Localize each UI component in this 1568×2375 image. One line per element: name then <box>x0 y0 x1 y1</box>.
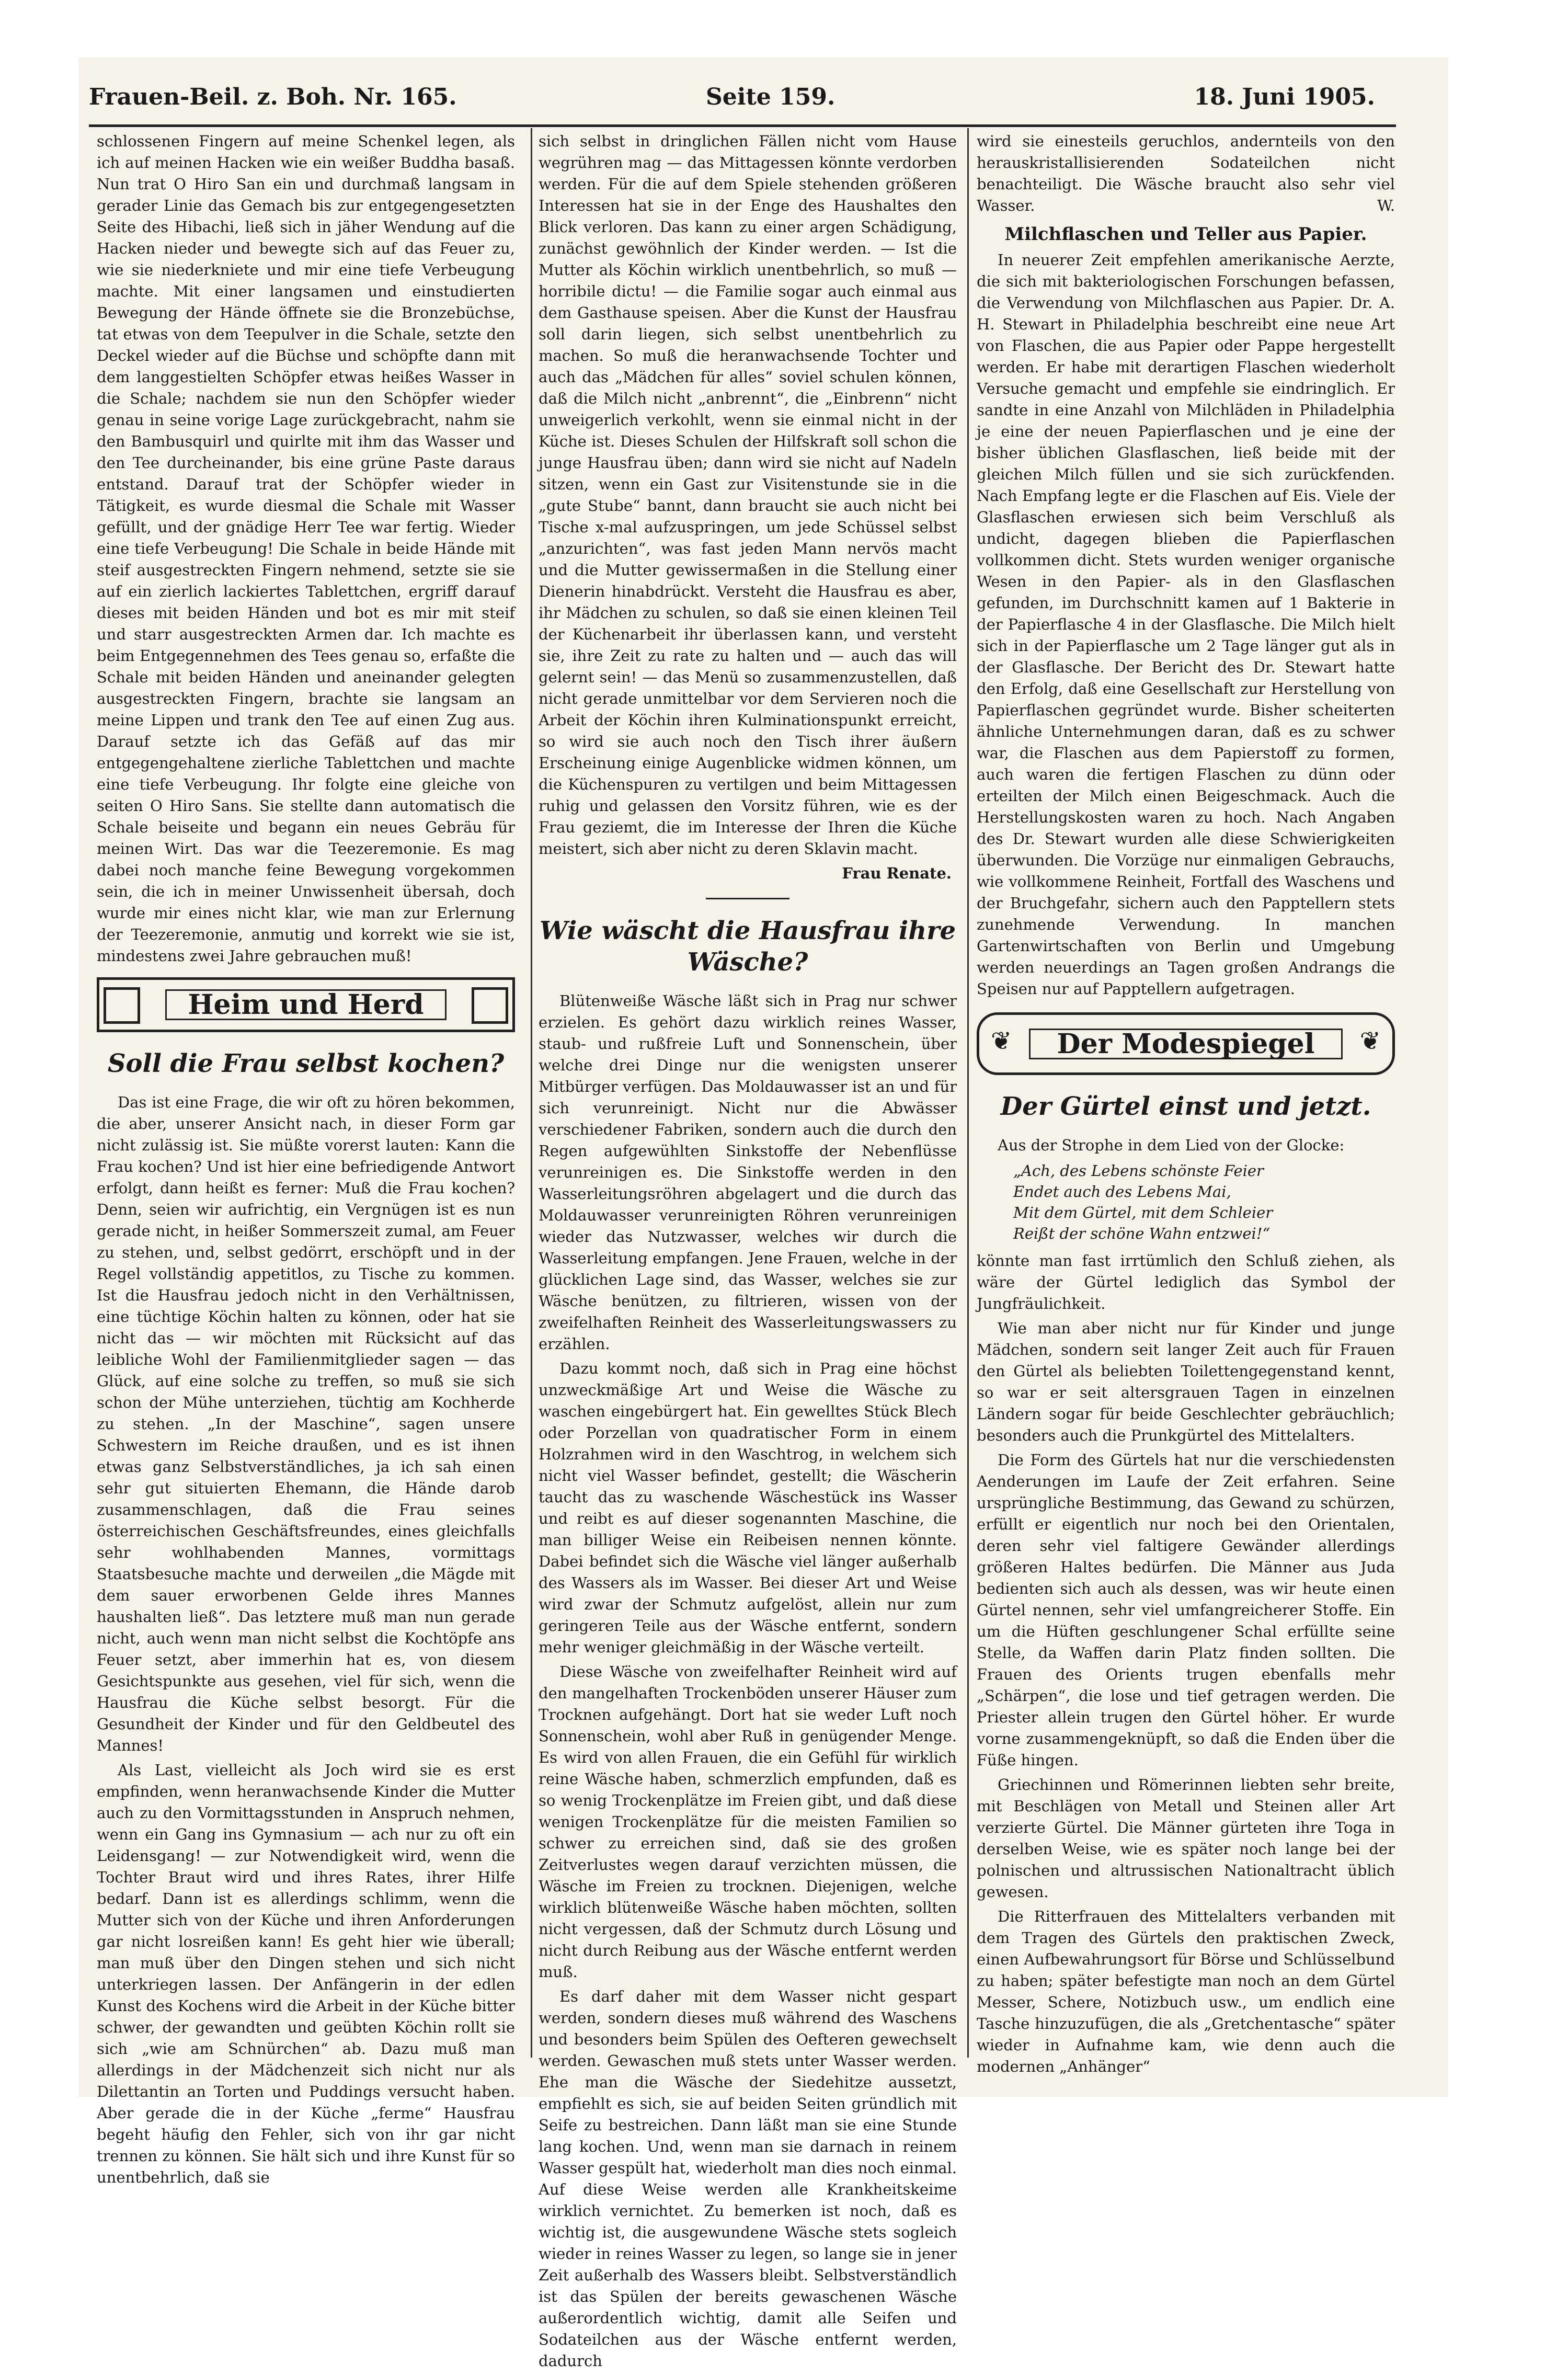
article-paragraph: Das ist eine Frage, die wir oft zu hören bekommen, die aber, unserer Ansicht nach, in dieser Form gar nicht zulässig ist. Sie müßte vorerst lauten: Kann die Frau kochen? Und ist hier eine befriedigende Antwort erfolgt, dann heißt es ferner: Muß die Frau kochen? Denn, seien wir aufrichtig, ein Vergnügen ist es nun gerade nicht, in heißer Sommerszeit zumal, am Feuer zu stehen, und, selbst gedörrt, erschöpft und in der Regel vollständig appetitlos, zu Tische zu kommen. Ist die Hausfrau jedoch nicht in den Verhältnissen, eine tüchtige Köchin halten zu können, oder hat sie nicht das — wir möchten mit Rücksicht auf das leibliche Wohl der Familienmitglieder sagen — das Glück, auf eine solche zu treffen, so muß sie sich schon der Mühe unterziehen, tüchtig am Kochherde zu stehen. „In der Maschine“, sagen unsere Schwestern im Reiche draußen, und es ist ihnen etwas ganz Selbstverständliches, ja ich sah einen sehr gut situierten Ehemann, die Hände darob zusammenschlagen, daß die Frau seines österreichischen Geschäftsfreundes, eines gleichfalls sehr wohlhabenden Mannes, vormittags Staatsbesuche machte und derweilen „die Mägde mit dem sauer erworbenen Gelde ihres Mannes haushalten ließ“. Das letztere muß man nun gerade nicht, auch wenn man nicht selbst die Kochtöpfe ans Feuer setzt, aber immerhin hat es, von diesem Gesichtspunkte aus gesehen, viel für sich, wenn die Hausfrau die Küche selbst besorgt. Für die Gesundheit der Kinder und für den Geldbeutel des Mannes! <box>97 1093 515 1754</box>
article-paragraph: sich selbst in dringlichen Fällen nicht vom Hause wegrühren mag — das Mittagessen könnte verdorben werden. Für die auf dem Spiele stehenden größeren Interessen hat sie in der Enge des Haushaltes den Blick verloren. Das kann zu einer argen Schädigung, zunächst gewöhnlich der Kinder werden. — Ist die Mutter als Köchin wirklich unentbehrlich, so muß — horribile dictu! — die Familie sogar auch einmal aus dem Gasthause speisen. Aber die Kunst der Hausfrau soll darin liegen, sich selbst unentbehrlich zu machen. So muß die heranwachsende Tochter und auch das „Mädchen für alles“ soviel schulen können, daß die Milch nicht „anbrennt“, die „Einbrenn“ nicht unweigerlich verkohlt, wenn sie einmal nicht in der Küche ist. Dieses Schulen der Hilfskraft soll schon die junge Hausfrau üben; dann wird sie nicht auf Nadeln sitzen, wenn ein Gast zur Visitenstunde sie in die „gute Stube“ bannt, dann braucht sie auch nicht bei Tische x-mal aufzuspringen, um jede Schüssel selbst „anzurichten“, was fast jeden Mann nervös macht und die Mutter gewissermaßen in die Stellung einer Dienerin hinabdrückt. Versteht die Hausfrau es aber, ihr Mädchen zu schulen, so daß sie einen kleinen Teil der Küchenarbeit ihr überlassen kann, und versteht sie, ihre Zeit zu rate zu halten und — auch das will gelernt sein! — das Menü so zusammenzustellen, daß nicht gerade unmittelbar vor dem Servieren noch die Arbeit der Köchin ihren Kulminationspunkt erreicht, so wird sie auch noch den Tisch ihrer äußern Erscheinung einige Augenblicke widmen können, um die Küchenspuren zu vertilgen und beim Mittagessen ruhig und gelassen den Vorsitz führen, wie es der Frau geziemt, die im Interesse der Ihren die Küche meistert, sich aber nicht zu deren Sklavin macht. <box>539 132 957 858</box>
square-ornament-icon <box>104 987 140 1024</box>
article-paragraph: könnte man fast irrtümlich den Schluß ziehen, als wäre der Gürtel lediglich das Symbol der Jungfräulichkeit. <box>977 1252 1395 1312</box>
header-date: 18. Juni 1905. <box>1194 84 1375 110</box>
article-title-milchflaschen: Milchflaschen und Teller aus Papier. <box>1004 224 1367 245</box>
section-title: Heim und Herd <box>165 989 446 1020</box>
flourish-ornament-icon: ❦ <box>1359 1026 1381 1056</box>
section-heim-und-herd <box>97 977 515 1032</box>
header-left: Frauen-Beil. z. Boh. Nr. 165. <box>89 84 457 110</box>
article-title-waesche: Wie wäscht die Hausfrau ihre Wäsche? <box>539 916 956 977</box>
poem-line: Reißt der schöne Wahn entzwei!“ <box>1013 1225 1271 1242</box>
article-paragraph: Griechinnen und Römerinnen liebten sehr breite, mit Beschlägen von Metall und Steinen aller Art verzierte Gürtel. Die Männer gürteten ihre Toga in derselben Weise, wie es später noch lange bei der polnischen und altrussischen Nationaltracht üblich gewesen. <box>977 1776 1395 1901</box>
article-paragraph: Die Ritterfrauen des Mittelalters verbanden mit dem Tragen des Gürtels den praktischen Zweck, einen Aufbewahrungsort für Börse und Schlüsselbund zu haben; später befestigte man noch an dem Gürtel Messer, Schere, Notizbuch usw., um endlich eine Tasche hinzuzufügen, die als „Gretchentasche“ später wieder in Aufnahme kam, wie denn auch die modernen „Anhänger“ <box>977 1908 1395 2075</box>
article-paragraph: Dazu kommt noch, daß sich in Prag eine höchst unzweckmäßige Art und Weise die Wäsche zu waschen eingebürgert hat. Ein gewelltes Stück Blech oder Porzellan von quadratischer Form in einem Holzrahmen wird in den Waschtrog, in welchem sich nicht viel Wasser befindet, gestellt; die Wäscherin taucht das zu waschende Wäschestück ins Wasser und reibt es auf dieser sogenannten Maschine, die man billiger Weise ein Reibeisen nennen könnte. Dabei befindet sich die Wäsche viel länger außerhalb des Wassers als im Wasser. Bei dieser Art und Weise wird zwar der Schmutz aufgelöst, allein nur zum geringeren Teile aus der Wäsche entfernt, sondern mehr weniger gleichmäßig in der Wäsche verteilt. <box>539 1360 957 1656</box>
poem-line: Endet auch des Lebens Mai, <box>1013 1183 1231 1201</box>
paragraph-text: wird sie einesteils geruchlos, andernteils von den herauskristallisierenden Sodateilchen nicht benachteiligt. Die Wäsche braucht also sehr viel Wasser. <box>977 132 1395 214</box>
article-paragraph: Die Form des Gürtels hat nur die verschiedensten Aenderungen im Laufe der Zeit erfahren. Seine ursprüngliche Bestimmung, das Gewand zu schürzen, erfüllt er eigentlich nur noch bei den Orientalen, deren sehr viel faltigere Gewänder allerdings größeren Haltes bedürfen. Die Männer aus Juda bedienten sich auch als dessen, was wir heute einen Gürtel nennen, sehr viel umfangreicherer Stoffe. Ein um die Hüften geschlungener Schal erfüllte seine Stelle, da Waffen darin Platz finden sollten. Die Frauen des Orients trugen ebenfalls mehr „Schärpen“, die lose und tief getragen werden. Die Priester allein trugen den Gürtel höher. Er wurde vorne zusammengeknüpft, so daß die Enden über die Füße hingen. <box>977 1451 1395 1769</box>
article-title-guertel: Der Gürtel einst und jetzt. <box>1000 1092 1371 1121</box>
article-paragraph: Diese Wäsche von zweifelhafter Reinheit wird auf den mangelhaften Trockenböden unserer Häuser zum Trocknen aufgehängt. Dort hat sie weder Luft noch Sonnenschein, wohl aber Ruß in genügender Menge. Es wird von allen Frauen, die ein Gefühl für wirklich reine Wäsche haben, schmerzlich empfunden, daß es so wenig Trockenplätze im Freien gibt, und daß diese wenigen Trockenplätze für die meisten Familien so schwer zu erreichen sind, daß sie des großen Zeitverlustes wegen darauf verzichten müssen, die Wäsche im Freien zu trocknen. Diejenigen, welche wirklich blütenweiße Wäsche haben möchten, sollten nicht vergessen, daß der Schmutz durch Lösung und nicht durch Reibung aus der Wäsche entfernt werden muß. <box>539 1663 957 1981</box>
article-paragraph: In neuerer Zeit empfehlen amerikanische Aerzte, die sich mit bakteriologischen Forschungen befassen, die Verwendung von Milchflaschen aus Papier. Dr. A. H. Stewart in Philadelphia beschreibt eine neue Art von Flaschen, die aus Papier oder Pappe hergestellt werden. Er habe mit derartigen Flaschen wiederholt Versuche gemacht und empfehle sie eindringlich. Er sandte in eine Anzahl von Milchläden in Philadelphia je eine der neuen Papierflaschen und je eine der bisher üblichen Glasflaschen, ließ beide mit der gleichen Milch füllen und sie sich zurückfenden. Nach Empfang legte er die Flaschen auf Eis. Viele der Glasflaschen erwiesen sich beim Verschluß als undicht, dagegen blieben die Papierflaschen vollkommen dicht. Stets wurden weniger organische Wesen in den Papier- als in den Glasflaschen gefunden, im Durchschnitt kamen auf 1 Bakterie in der Papierflasche 4 in der Glasflasche. Die Milch hielt sich in der Papierflasche um 2 Tage länger gut als in der Glasflasche. Der Bericht des Dr. Stewart hatte den Erfolg, daß eine Gesellschaft zur Herstellung von Papierflaschen gegründet wurde. Bisher scheiterten ähnliche Unternehmungen daran, daß es zu schwer war, die Flaschen aus dem Papierstoff zu formen, auch waren die fertigen Flaschen zu dünn oder erteilten der Milch einen Beigeschmack. Auch die Herstellungskosten waren zu hoch. Nach Angaben des Dr. Stewart wurden alle diese Schwierigkeiten überwunden. Die Vorzüge nur einmaligen Gebrauchs, wie vollkommene Reinheit, Fortfall des Waschens und der Bruchgefahr, sichern auch den Papptellern stets zunehmende Verwendung. In manchen Gartenwirtschaften von Berlin und Umgebung werden neuerdings an Tagen großen Andrangs die Speisen nur auf Papptellern aufgetragen. <box>977 251 1395 998</box>
author-signature: Frau Renate. <box>842 864 952 882</box>
poem-quote <box>977 1160 1395 1244</box>
separator <box>706 898 789 899</box>
article-paragraph: Als Last, vielleicht als Joch wird sie es erst empfinden, wenn heranwachsende Kinder die Mutter auch zu den Vormittagsstunden in Anspruch nehmen, wenn ein Gang ins Gymnasium — ach nur zu oft ein Leidensgang! — zur Notwendigkeit wird, wenn die Tochter Braut wird und ihres Rates, ihrer Hilfe bedarf. Dann ist es allerdings schlimm, wenn die Mutter sich von der Küche und ihren Anforderungen gar nicht losreißen kann! Es geht hier wie überall; man muß über den Dingen stehen und sich nicht unterkriegen lassen. Der Anfängerin in der edlen Kunst des Kochens wird die Arbeit in der Küche bitter schwer, der gewandten und geübten Köchin rollt sie sich „wie am Schnürchen“ ab. Dazu muß man allerdings in der Mädchenzeit sich nicht nur als Dilettantin an Torten und Puddings versucht haben. Aber gerade die in der Küche „ferme“ Hausfrau begeht häufig den Fehler, sich von ihr gar nicht trennen zu können. Sie hält sich und ihre Kunst für so unentbehrlich, daß sie <box>97 1761 515 2186</box>
author-initial: W. <box>1377 197 1395 214</box>
header-rule <box>89 124 1396 127</box>
section-modespiegel <box>977 1012 1395 1075</box>
article-paragraph <box>977 131 1395 216</box>
article-paragraph: Blütenweiße Wäsche läßt sich in Prag nur schwer erzielen. Es gehört dazu wirklich reines Wasser, staub- und rußfreie Luft und Sonnenschein, über welche drei Dinge nur die wenigsten unserer Mitbürger verfügen. Das Moldauwasser ist an und für sich verunreinigt. Nicht nur die Abwässer verschiedener Fabriken, sondern auch die durch den Regen aufgewühlten Sinkstoffe der Nebenflüsse verunreinigen es. Die Sinkstoffe werden in den Wasserleitungsröhren abgelagert und die durch das Moldauwasser verunreinigten Röhren verunreinigen wieder das Nutzwasser, welches wir durch die Wasserleitung empfangen. Jene Frauen, welche in der glücklichen Lage sind, das Wasser, welches sie zur Wäsche benützen, zu filtrieren, wissen von der zweifelhaften Reinheit des Wasserleitungswassers zu erzählen. <box>539 992 957 1353</box>
column-3 <box>977 131 1395 2081</box>
column-divider-1 <box>531 128 532 2058</box>
poem-line: Mit dem Gürtel, mit dem Schleier <box>1013 1204 1273 1221</box>
page-header <box>89 73 1375 120</box>
flourish-ornament-icon: ❦ <box>991 1026 1012 1056</box>
article-paragraph: Es darf daher mit dem Wasser nicht gespart werden, sondern dieses muß während des Waschens und besonders beim Spülen des Oefteren gewechselt werden. Gewaschen muß stets unter Wasser werden. Ehe man die Wäsche der Siedehitze aussetzt, empfiehlt es sich, sie auf beiden Seiten gründlich mit Seife zu bestreichen. Dann läßt man sie eine Stunde lang kochen. Und, wenn man sie darnach in reinem Wasser gespült hat, wiederholt man dies noch einmal. Auf diese Weise werden alle Krankheitskeime wirklich vernichtet. Zu bemerken ist noch, daß es wichtig ist, die ausgewundene Wäsche stets sogleich wieder in reines Wasser zu legen, so lange sie in jener Zeit außerhalb des Wassers bleibt. Selbstverständlich ist das Spülen der bereits gewaschenen Wäsche außerordentlich wichtig, damit alle Seifen und Sodateilchen aus der Wäsche entfernt werden, dadurch <box>539 1988 957 2370</box>
column-2 <box>539 131 957 2375</box>
article-paragraph: Aus der Strophe in dem Lied von der Glocke: <box>998 1136 1345 1154</box>
poem-line: „Ach, des Lebens schönste Feier <box>1013 1162 1264 1180</box>
header-page-number: Seite 159. <box>706 84 835 110</box>
square-ornament-icon <box>472 987 508 1024</box>
tea-ceremony-text: schlossenen Fingern auf meine Schenkel legen, als ich auf meinen Hacken wie ein weißer Buddha basaß. Nun trat O Hiro San ein und durchmaß langsam in gerader Linie das Gemach bis zur entgegengesetzten Seite des Hibachi, ließ sich in jäher Wendung auf die Hacken nieder und bewegte sich auf das Feuer zu, wie sie niederkniete und mir eine tiefe Verbeugung machte. Mit einer langsamen und einstudierten Bewegung der Hände öffnete sie die Bronzebüchse, tat etwas von dem Teepulver in die Schale, setzte den Deckel wieder auf die Büchse und schöpfte dann mit dem langgestielten Schöpfer etwas heißes Wasser in die Schale; nachdem sie nun den Schöpfer wieder genau in seine vorige Lage zurückgebracht, nahm sie den Bambusquirl und quirlte mit ihm das Wasser und den Tee durcheinander, bis eine grüne Paste daraus entstand. Darauf trat der Schöpfer wieder in Tätigkeit, es wurde diesmal die Schale mit Wasser gefüllt, und der gnädige Herr Tee war fertig. Wieder eine tiefe Verbeugung! Die Schale in beide Hände mit steif ausgestreckten Fingern nehmend, setzte sie sie auf ein zierlich lackiertes Tablettchen, ergriff darauf dieses mit beiden Händen und bot es mir mit steif und starr ausgestreckten Armen dar. Ich machte es beim Entgegennehmen des Tees genau so, erfaßte die Schale mit beiden Händen und aneinander gelegten ausgestreckten Fingern, brachte sie langsam an meine Lippen und trank den Tee auf einen Zug aus. Darauf setzte ich das Gefäß auf das mir entgegengehaltene zierliche Tablettchen und machte eine tiefe Verbeugung. Ihr folgte eine gleiche von seiten O Hiro Sans. Sie stellte dann automatisch die Schale beiseite und begann ein neues Gebräu für meinen Wirt. Das war die Teezeremonie. Es mag dabei noch manche feine Bewegung vorgekommen sein, die ich in meiner Unwissenheit übersah, doch wurde mir eines nicht klar, wie man zur Erlernung der Teezeremonie, anmutig und korrekt wie sie ist, mindestens zwei Jahre gebrauchen muß! <box>97 132 515 965</box>
section-title: Der Modespiegel <box>1029 1029 1342 1059</box>
article-title-kochen: Soll die Frau selbst kochen? <box>107 1049 505 1078</box>
column-divider-2 <box>967 128 969 2058</box>
column-1 <box>97 131 515 2191</box>
article-paragraph: Wie man aber nicht nur für Kinder und junge Mädchen, sondern seit langer Zeit auch für Frauen den Gürtel als beliebten Toilettengegenstand kennt, so war er seit altersgrauen Tagen in einzelnen Ländern sogar für beide Geschlechter gebräuchlich; besonders auch die Prunkgürtel des Mittelalters. <box>977 1319 1395 1444</box>
